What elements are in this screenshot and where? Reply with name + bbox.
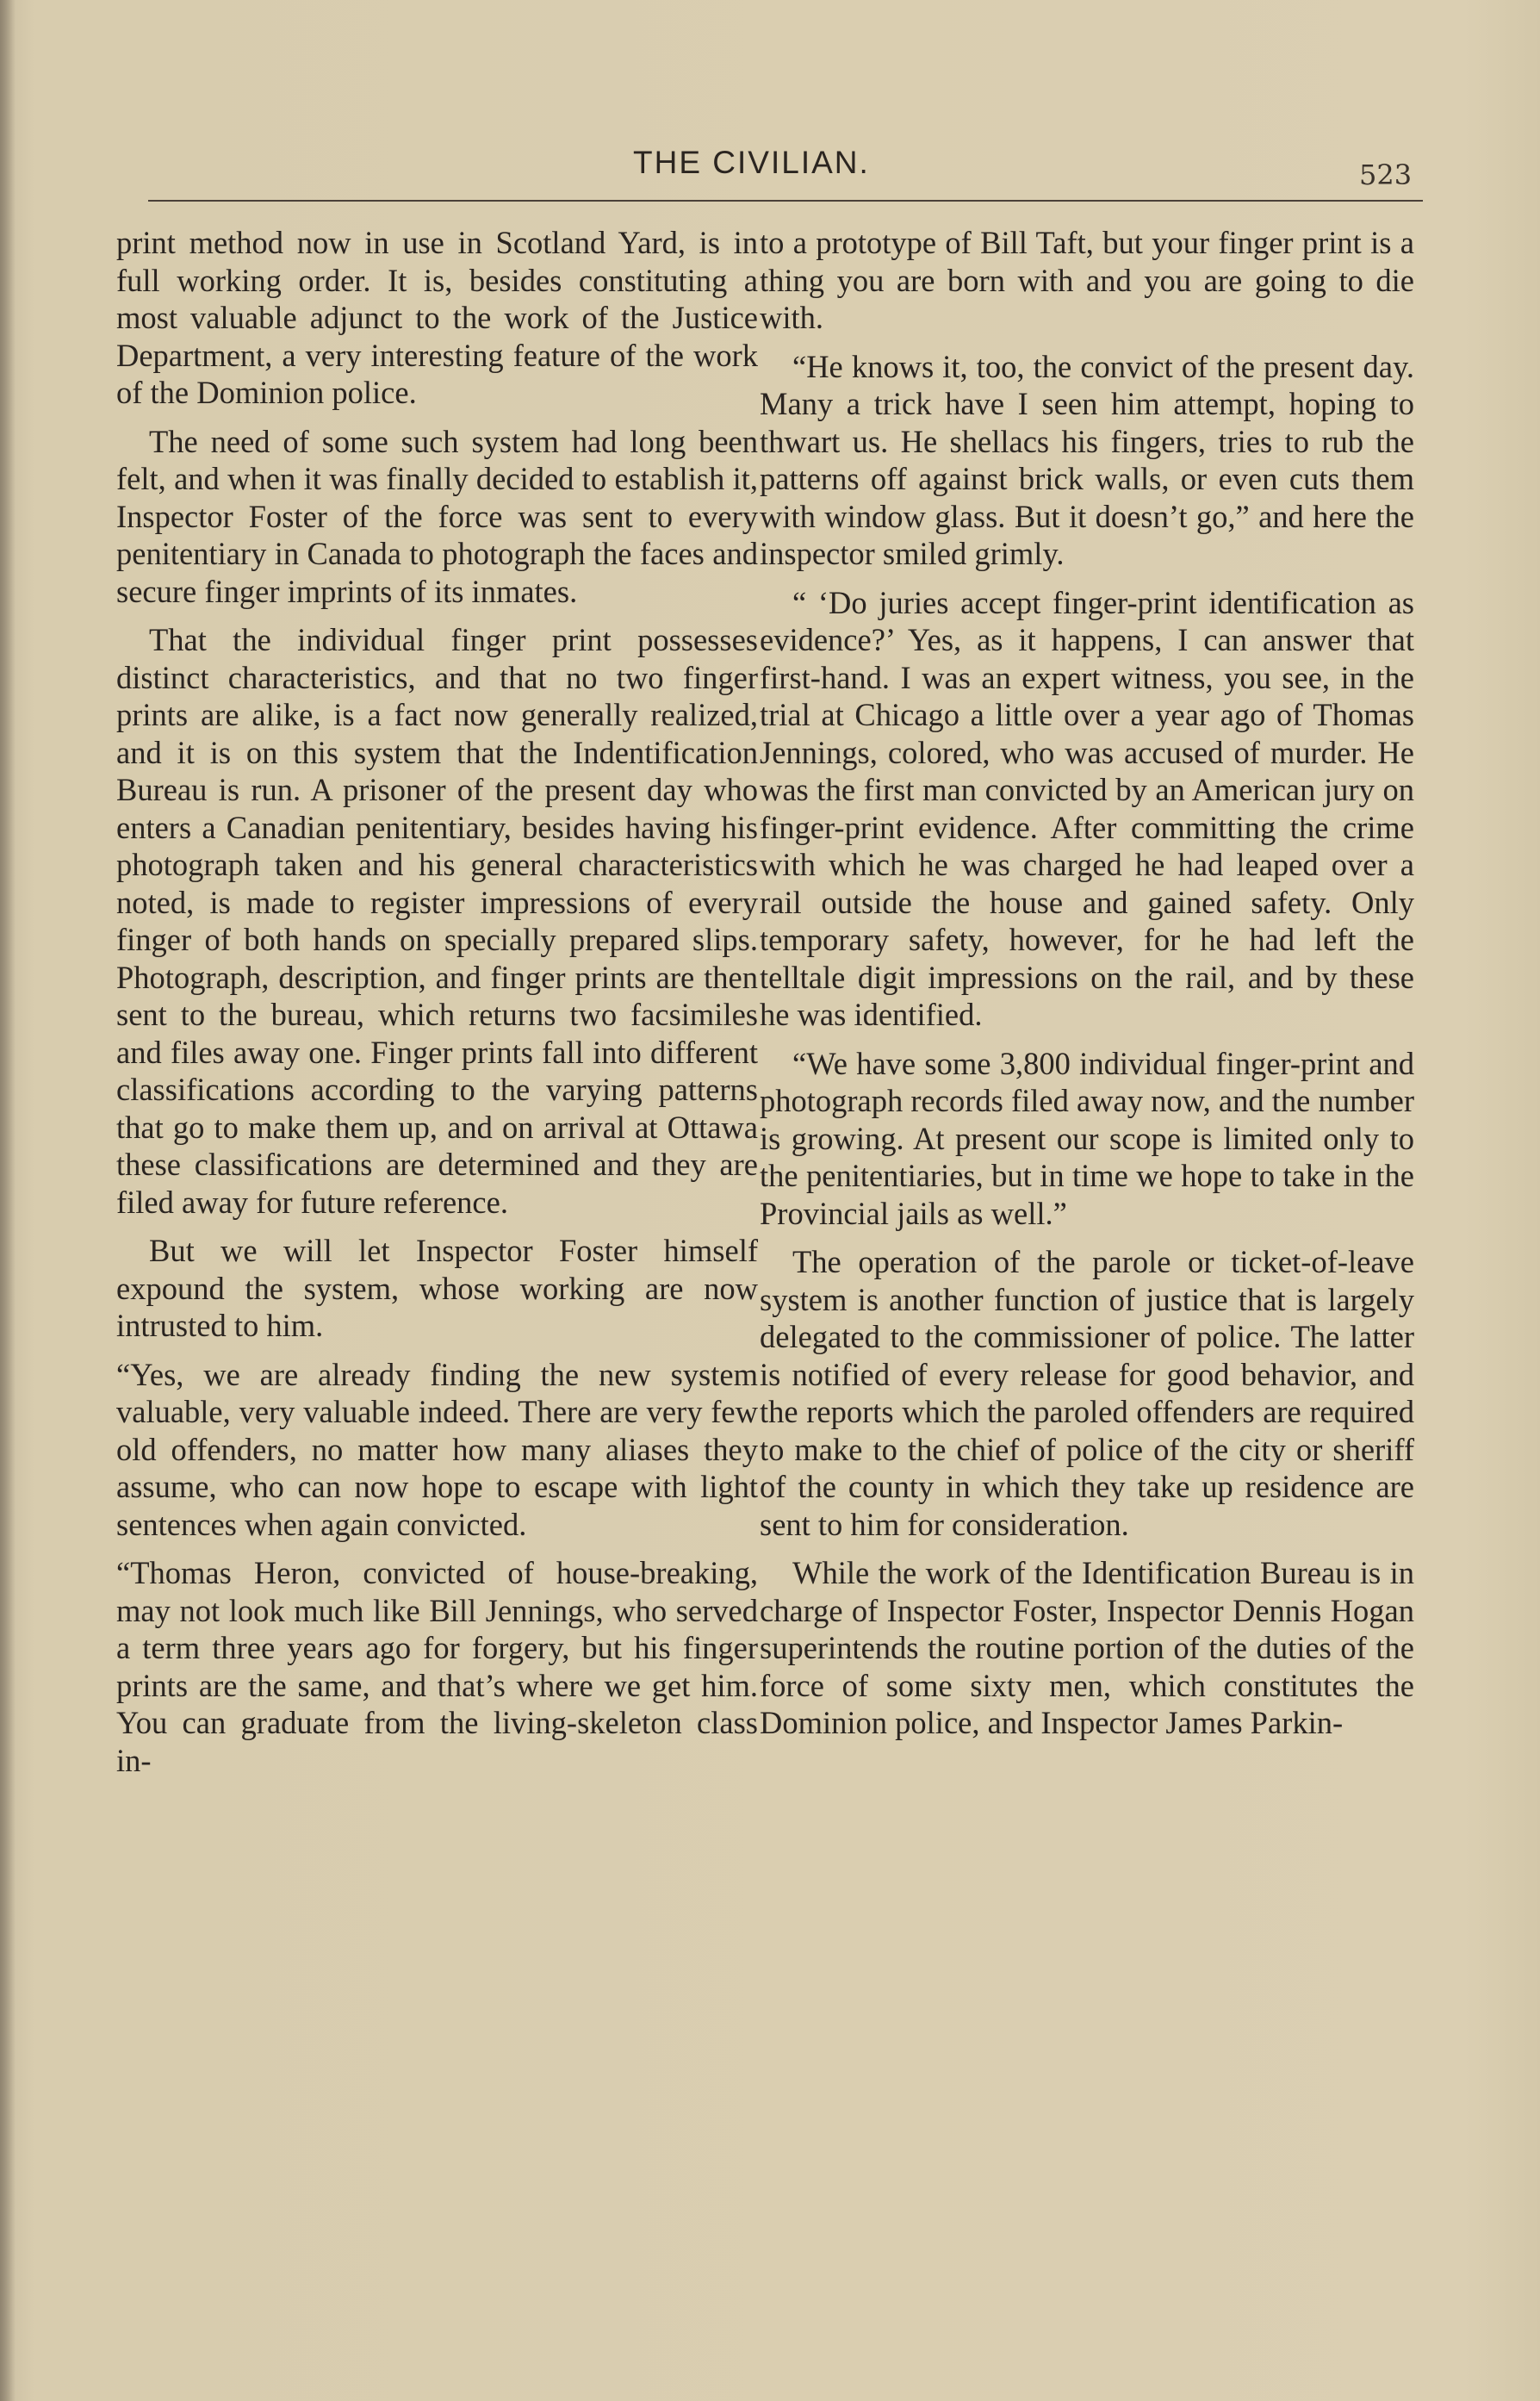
running-header: [0, 145, 1540, 196]
paragraph: print method now in use in Scotland Yard, is in full working order. It is, besides constituting a most valuable adjunct to the work of the Justice Department, a very interesting feature of the work of the Dominion police.: [116, 225, 758, 410]
paragraph: “Yes, we are already finding the new system valuable, very valuable indeed. There are very few old offenders, no matter how many aliases they assume, who can now hope to escape with light sentences when again convicted.: [116, 1356, 758, 1542]
paragraph: “ ‘Do juries accept finger-print identification as evidence?’ Yes, as it happens, I can answer that first-hand. I was an expert witness, you see, in the trial at Chicago a little over a year ago of Thomas Jennings, colored, who was accused of murder. He was the first man convicted by an American jury on finger-print evidence. After committing the crime with which he was charged he had leaped over a rail outside the house and gained safety. Only temporary safety, however, for he had left the telltale digit impressions on the rail, and by these he was identified.: [760, 584, 1414, 1032]
paragraph: But we will let Inspector Foster himself expound the system, whose working are now intrusted to him.: [116, 1233, 758, 1343]
header-rule: [148, 200, 1423, 202]
right-column: [760, 224, 1414, 1753]
binding-gutter: [0, 0, 16, 2401]
left-column: [116, 224, 758, 1790]
paragraph: to a prototype of Bill Taft, but your finger print is a thing you are born with and you are going to die with.: [760, 225, 1414, 335]
paragraph: “He knows it, too, the convict of the present day. Many a trick have I seen him attempt, hoping to thwart us. He shellacs his fingers, tries to rub the patterns off against brick walls, or even cuts them with window glass. But it doesn’t go,” and here the inspector smiled grimly.: [760, 348, 1414, 571]
paragraph: “We have some 3,800 individual finger-print and photograph records filed away now, and the number is growing. At present our scope is limited only to the penitentiaries, but in time we hope to take in the Provincial jails as well.”: [760, 1045, 1414, 1231]
paragraph: The operation of the parole or ticket-of-leave system is another function of justice that is largely delegated to the commissioner of police. The latter is notified of every release for good behavior, and the reports which the paroled offenders are required to make to the chief of police of the city or sheriff of the county in which they take up residence are sent to him for consideration.: [760, 1244, 1414, 1542]
paragraph: The need of some such system had long been felt, and when it was finally decided to establish it, Inspector Foster of the force was sent to every penitentiary in Canada to photograph the faces and secure finger imprints of its inmates.: [116, 423, 758, 609]
paragraph: “Thomas Heron, convicted of house-breaking, may not look much like Bill Jennings, who served a term three years ago for forgery, but his finger prints are the same, and that’s where we get him. You can graduate from the living-skeleton class in-: [116, 1555, 758, 1778]
running-title: THE CIVILIAN.: [633, 145, 870, 180]
paragraph: That the individual finger print possesses distinct characteristics, and that no two finger prints are alike, is a fact now generally realized, and it is on this system that the Indentification Bureau is run. A prisoner of the present day who enters a Canadian penitentiary, besides having his photograph taken and his general characteristics noted, is made to register impressions of every finger of both hands on specially prepared slips. Photograph, description, and finger prints are then sent to the bureau, which returns two facsimiles and files away one. Finger prints fall into different classifications according to the varying patterns that go to make them up, and on arrival at Ottawa these classifications are determined and they are filed away for future reference.: [116, 622, 758, 1220]
paragraph: While the work of the Identification Bureau is in charge of Inspector Foster, Inspector Dennis Hogan superintends the routine portion of the duties of the force of some sixty men, which constitutes the Dominion police, and Inspector James Parkin-: [760, 1555, 1414, 1740]
page-number: 523: [1359, 159, 1413, 191]
